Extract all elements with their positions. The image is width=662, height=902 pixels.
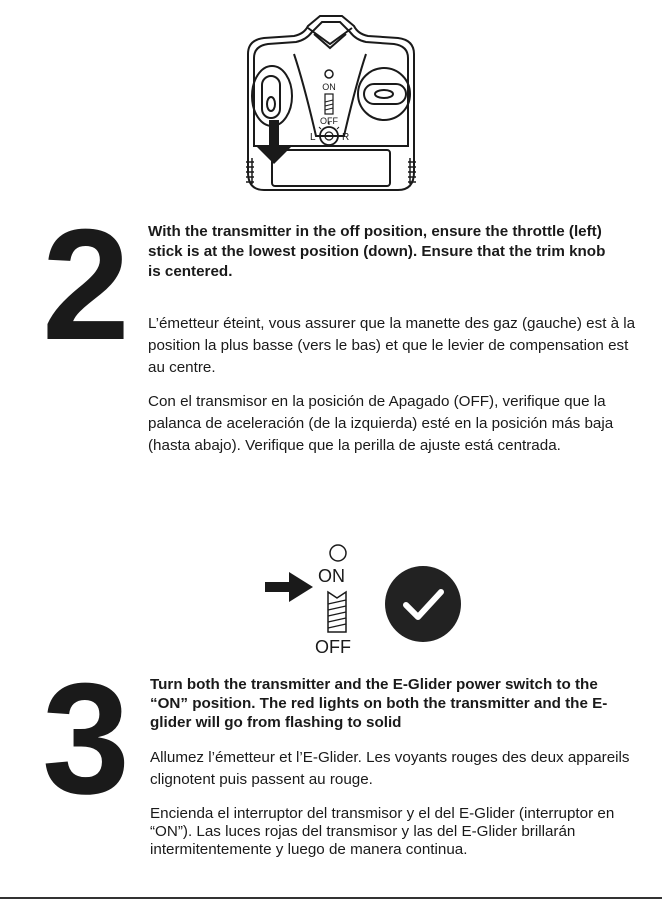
checkmark-icon [384,565,462,643]
transmitter-illustration [234,14,428,196]
step2-french: L’émetteur éteint, vous assurer que la manette des gaz (gauche) est à la position la plus basse (vers le bas) et que le levier de compensation est au centre. [148,315,636,376]
step3-spanish: Encienda el interruptor del transmisor y el del E-Glider (interruptor en “ON”). Las luces rojas del transmisor y las del E-Glider brillarán intermitentemente y luego de manera continua. [150,805,615,858]
down-arrow-icon [256,120,292,164]
step3-french: Allumez l’émetteur et l’E-Glider. Les voyants rouges des deux appareils clignotent puis passent au rouge. [150,749,630,788]
tx-on-label: ON [322,82,336,92]
power-arrow-icon [265,572,313,602]
step-number-3: 3 [42,651,126,827]
bottom-divider [0,897,662,899]
tx-off-label: OFF [320,116,338,126]
right-stick [358,68,410,120]
step2-spanish: Con el transmisor en la posición de Apagado (OFF), verifique que la palanca de aceleración (de la izquierda) esté en la posición más baja (hasta abajo). Verifique que la perilla de ajuste está centrada. [148,393,614,454]
step3-english: Turn both the transmitter and the E-Glider power switch to the “ON” position. The red lights on both the transmitter and the E-glider will go from flashing to solid [150,676,608,731]
trim-l-label: L [310,132,316,143]
step-number-2: 2 [42,197,126,373]
trim-r-label: R [342,132,350,143]
left-stick [252,66,292,126]
step2-english: With the transmitter in the off position, ensure the throttle (left) stick is at the lowest position (down). Ensure that the trim knob is centered. [148,223,606,280]
switch-on-label: ON [318,566,345,586]
switch-off-label: OFF [315,637,351,657]
power-switch-icon [326,590,348,634]
led-indicator-icon [328,543,348,563]
